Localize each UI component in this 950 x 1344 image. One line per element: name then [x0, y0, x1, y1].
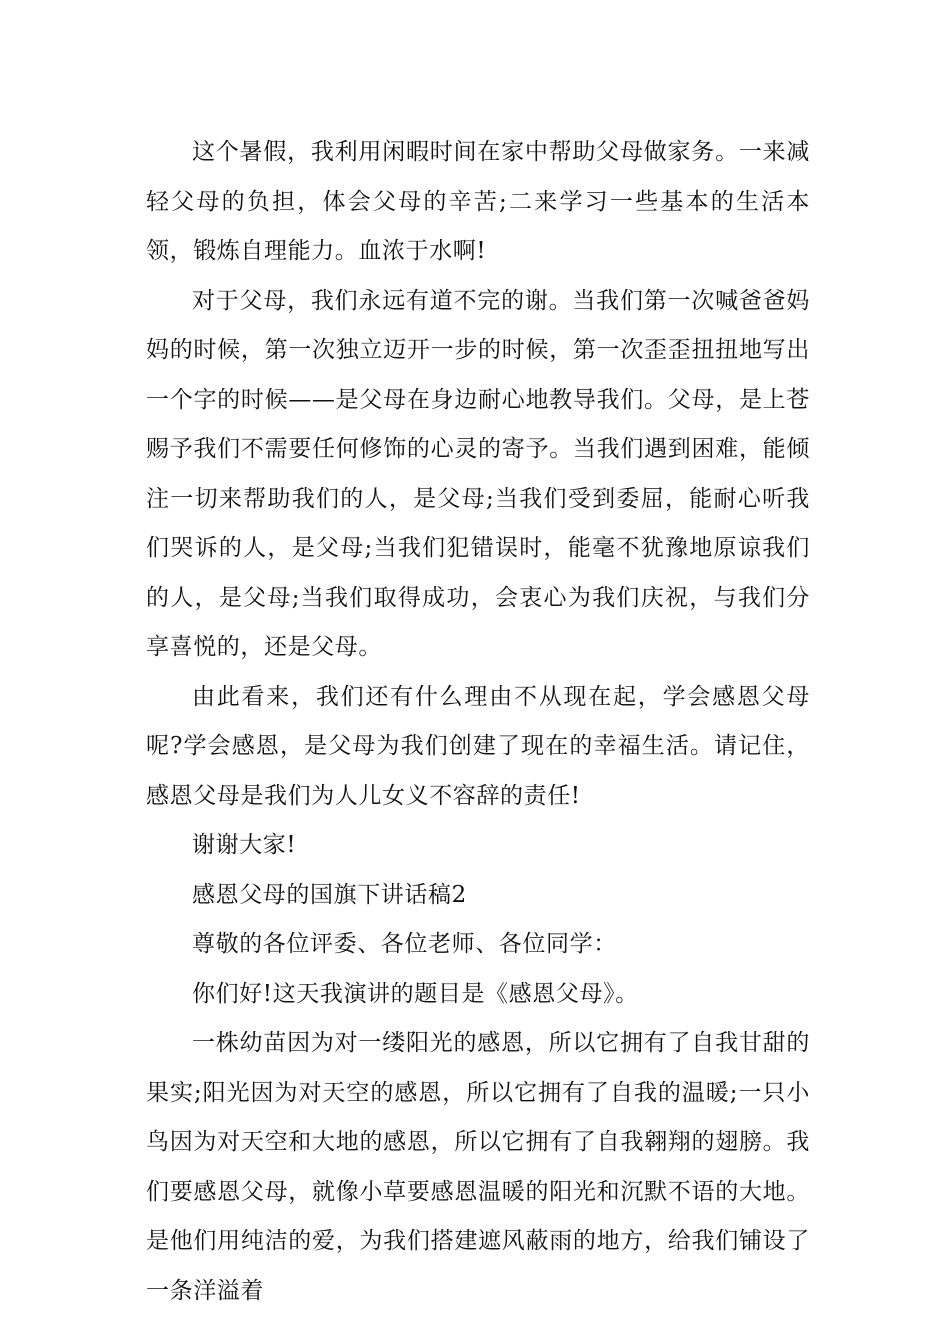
greeting: 你们好!这天我演讲的题目是《感恩父母》。	[192, 980, 639, 1007]
paragraph-seedling: 一株幼苗因为对一缕阳光的感恩，所以它拥有了自我甘甜的果实;阳光因为对天空的感恩，所以它拥有了自我的温暖;一只小鸟因为对天空和大地的感恩，所以它拥有了自我翱翔的翅膀。我们要感恩父母，就像小草要感恩温暖的阳光和沉默不语的大地。是他们用纯洁的爱，为我们搭建遮风蔽雨的地方，给我们铺设了一条洋溢着	[146, 1030, 810, 1304]
salutation: 尊敬的各位评委、各位老师、各位同学：	[192, 931, 617, 957]
paragraph-thanks-parents: 对于父母，我们永远有道不完的谢。当我们第一次喊爸爸妈妈的时候，第一次独立迈开一步的时候，第一次歪歪扭扭地写出一个字的时候——是父母在身边耐心地教导我们。父母，是上苍赐予我们不需要任何修饰的心灵的寄予。当我们遇到困难，能倾注一切来帮助我们的人，是父母;当我们受到委屈，能耐心听我们哭诉的人，是父母;当我们犯错误时，能毫不犹豫地原谅我们的人，是父母;当我们取得成功，会衷心为我们庆祝，与我们分享喜悦的，还是父母。	[146, 287, 810, 660]
section-title: 感恩父母的国旗下讲话稿2	[192, 881, 467, 908]
paragraph-thank-you: 谢谢大家!	[192, 832, 297, 858]
document-body	[146, 128, 810, 1316]
paragraph-learn-gratitude: 由此看来，我们还有什么理由不从现在起，学会感恩父母呢?学会感恩，是父母为我们创建了现在的幸福生活。请记住，感恩父母是我们为人儿女义不容辞的责任!	[146, 683, 810, 809]
paragraph-summer-chores: 这个暑假，我利用闲暇时间在家中帮助父母做家务。一来减轻父母的负担，体会父母的辛苦;二来学习一些基本的生活本领，锻炼自理能力。血浓于水啊!	[146, 139, 810, 264]
